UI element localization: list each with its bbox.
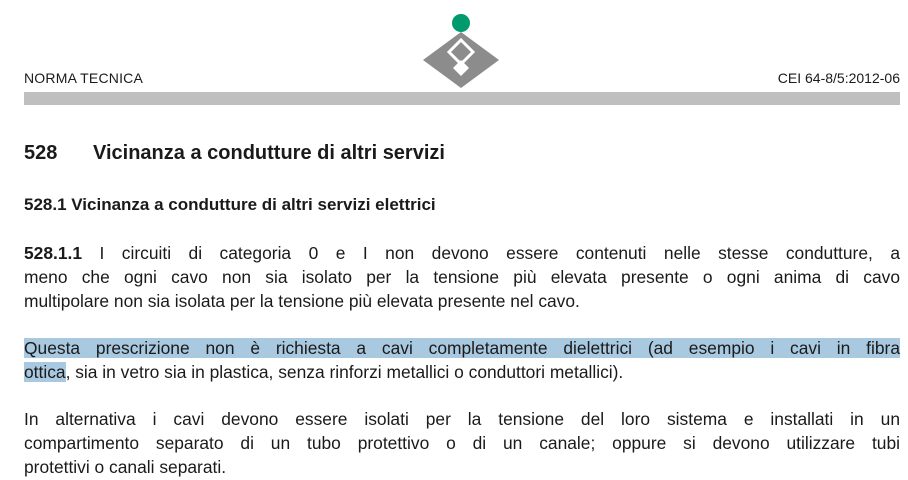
- paragraph-exception: [24, 336, 900, 384]
- subsection-heading: 528.1 Vicinanza a condutture di altri servizi elettrici: [24, 195, 436, 214]
- paragraph-line: meno che ogni cavo non sia isolato per la tensione più elevata presente o ogni anima di cavo: [24, 267, 900, 287]
- paragraph-line: multipolare non sia isolata per la tensione più elevata presente nel cavo.: [24, 291, 580, 311]
- section-heading: [24, 142, 445, 165]
- paragraph-alternative: [24, 407, 900, 479]
- paragraph-528-1-1: [24, 241, 900, 313]
- cei-logo-icon: [421, 10, 501, 90]
- section-title: Vicinanza a condutture di altri servizi: [93, 142, 445, 164]
- standard-code-label: CEI 64-8/5:2012-06: [777, 70, 900, 86]
- section-number: 528: [24, 142, 58, 164]
- paragraph-line: [24, 336, 900, 360]
- paragraph-line: protettivi o canali separati.: [24, 457, 227, 477]
- paragraph-line: compartimento separato di un tubo protettivo o di un canale; oppure si devono utilizzare tubi: [24, 433, 900, 453]
- header-divider-bar: [24, 92, 900, 105]
- clause-number: 528.1.1: [24, 243, 83, 263]
- paragraph-line: ottica, sia in vetro sia in plastica, senza rinforzi metallici o conduttori metallici).: [24, 362, 624, 382]
- text-selection-highlight[interactable]: ottica: [24, 362, 66, 382]
- paragraph-line: In alternativa i cavi devono essere isolati per la tensione del loro sistema e installati in un: [24, 409, 900, 429]
- document-type-label: NORMA TECNICA: [24, 70, 144, 86]
- paragraph-line: 528.1.1 I circuiti di categoria 0 e I non devono essere contenuti nelle stesse condutture, a: [24, 243, 900, 263]
- text-selection-highlight[interactable]: Questa prescrizione non è richiesta a cavi completamente dielettrici (ad esempio i cavi in fibra: [24, 338, 900, 358]
